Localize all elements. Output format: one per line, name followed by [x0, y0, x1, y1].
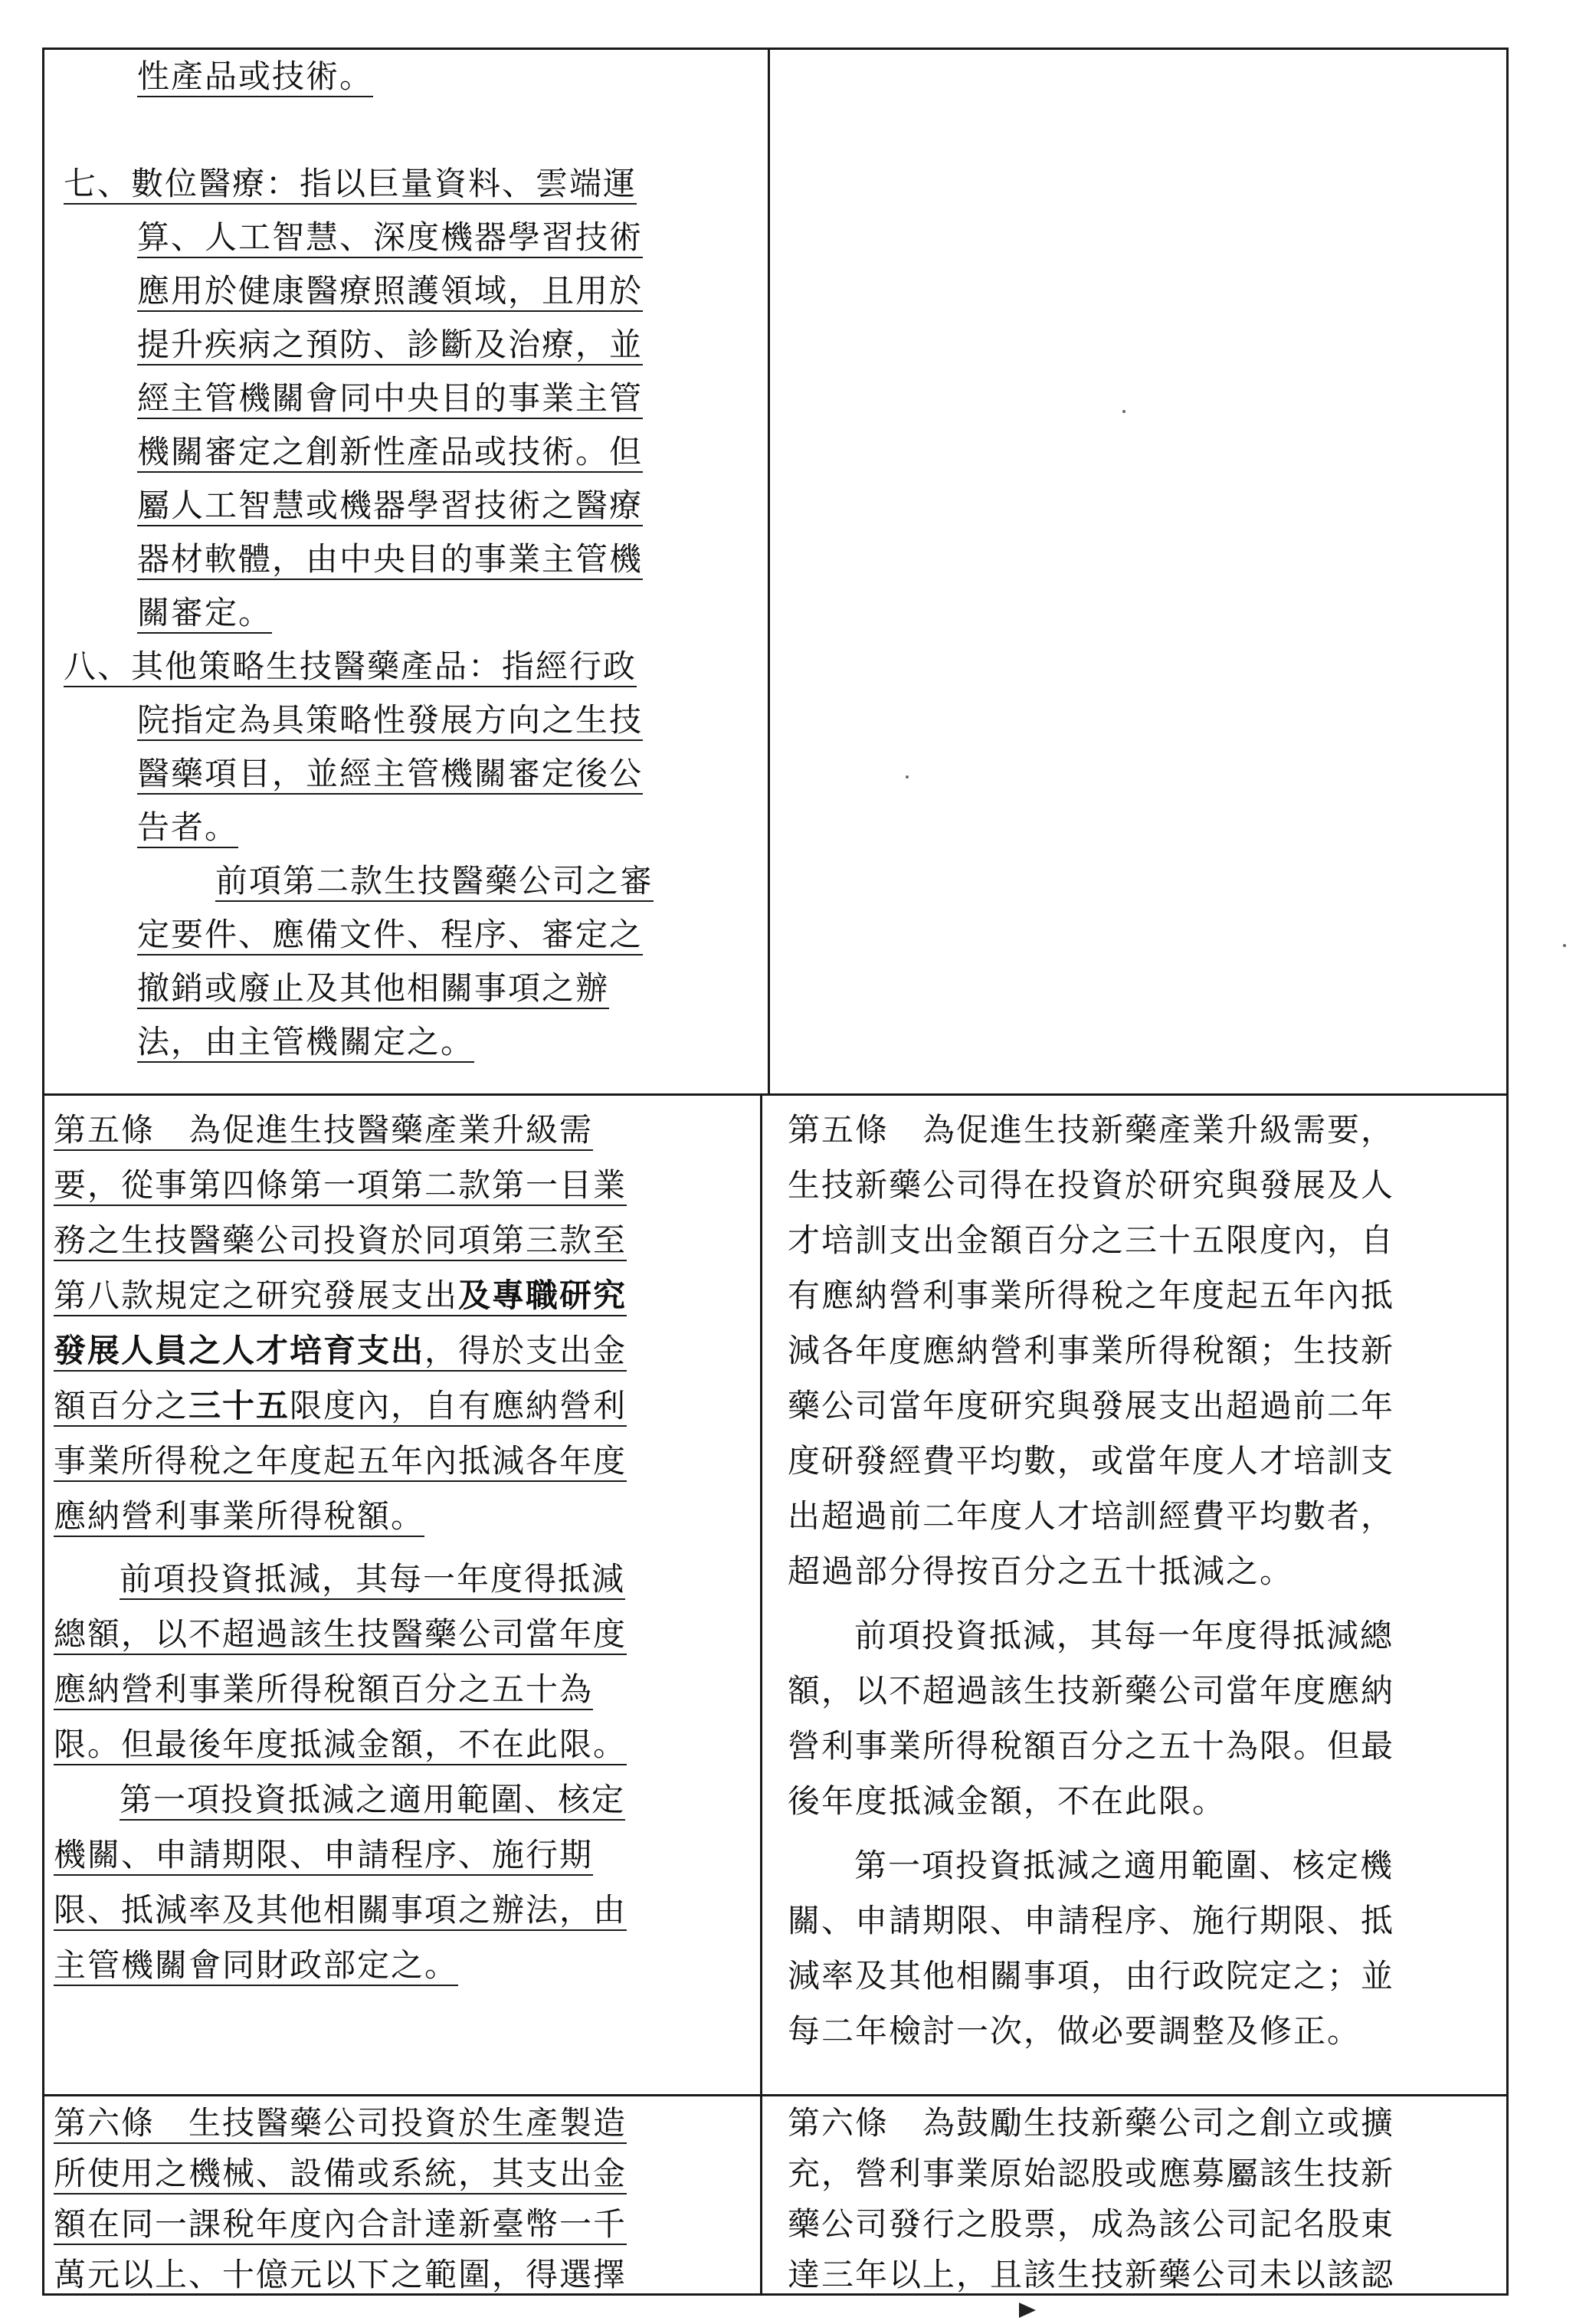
text-line: 事業所得稅之年度起五年內抵減各年度 [44, 1434, 760, 1488]
text-line: 機關、申請期限、申請程序、施行期 [44, 1828, 760, 1882]
left-article-6 [44, 2096, 760, 2293]
text-line: 要，從事第四條第一項第二款第一目業 [44, 1159, 760, 1212]
text-line: 經主管機關會同中央目的事業主管 [44, 372, 768, 425]
text-line: 每二年檢討一次，做必要調整及修正。 [788, 2012, 1361, 2050]
scan-mark [1019, 2303, 1036, 2318]
text-line: 發展人員之人才培育支出，得於支出金 [44, 1324, 760, 1378]
text-line: 前項投資抵減，其每一年度得抵減總 [854, 1617, 1394, 1654]
text-line: 應納營利事業所得稅額。 [44, 1490, 760, 1543]
text-line: 器材軟體，由中央目的事業主管機 [44, 533, 768, 586]
text-line: 限、抵減率及其他相關事項之辦法，由 [44, 1883, 760, 1937]
text-line: 度研發經費平均數，或當年度人才培訓支 [788, 1442, 1395, 1480]
left-top-cell [44, 50, 768, 1093]
text-line: 所使用之機械、設備或系統，其支出金 [44, 2147, 760, 2201]
text-line: 八、其他策略生技醫藥產品：指經行政 [44, 640, 768, 693]
text-line: 告者。 [44, 801, 768, 854]
text-line: 應納營利事業所得稅額百分之五十為 [44, 1663, 760, 1716]
text-line: 超過部分得按百分之五十抵減之。 [788, 1552, 1294, 1590]
text-line: 七、數位醫療：指以巨量資料、雲端運 [44, 157, 768, 211]
text-line: 主管機關會同財政部定之。 [44, 1939, 760, 1992]
text-line: 額百分之三十五限度內，自有應納營利 [44, 1379, 760, 1433]
text-line: 減率及其他相關事項，由行政院定之；並 [788, 1957, 1395, 1995]
text-line: 務之生技醫藥公司投資於同項第三款至 [44, 1214, 760, 1267]
text-line: 有應納營利事業所得稅之年度起五年內抵 [788, 1277, 1395, 1314]
text-line: 減各年度應納營利事業所得稅額；生技新 [788, 1332, 1395, 1369]
text-line: 前項投資抵減，其每一年度得抵減 [44, 1552, 760, 1606]
text-line: 額在同一課稅年度內合計達新臺幣一千 [44, 2198, 760, 2251]
text-line: 撤銷或廢止及其他相關事項之辦 [44, 962, 768, 1015]
text-line: 算、人工智慧、深度機器學習技術 [44, 211, 768, 264]
text-line: 萬元以上、十億元以下之範圍，得選擇 [44, 2248, 760, 2293]
text-line: 應用於健康醫療照護領域，且用於 [44, 264, 768, 318]
text-line: 限。但最後年度抵減金額，不在此限。 [44, 1718, 760, 1772]
text-line: 第一項投資抵減之適用範圍、核定機 [854, 1847, 1394, 1884]
text-line: 出超過前二年度人才培訓經費平均數者， [788, 1497, 1395, 1535]
text-line: 關、申請期限、申請程序、施行期限、抵 [788, 1902, 1395, 1939]
text-line: 生技新藥公司得在投資於研究與發展及人 [788, 1166, 1395, 1204]
text-line: 法，由主管機關定之。 [44, 1015, 768, 1069]
text-line: 第五條 為促進生技醫藥產業升級需 [44, 1103, 760, 1157]
scan-speck [1563, 944, 1566, 947]
text-line: 藥公司當年度研究與發展支出超過前二年 [788, 1387, 1395, 1424]
text-line: 營利事業所得稅額百分之五十為限。但最 [788, 1727, 1395, 1765]
scan-speck [1122, 410, 1125, 413]
right-article-6 [762, 2096, 1506, 2293]
text-line: 後年度抵減金額，不在此限。 [788, 1782, 1227, 1820]
text-line: 提升疾病之預防、診斷及治療，並 [44, 318, 768, 372]
text-line: 充，營利事業原始認股或應募屬該生技新 [788, 2155, 1395, 2192]
scan-speck [906, 775, 909, 778]
text-line: 性產品或技術。 [44, 50, 768, 103]
text-line: 定要件、應備文件、程序、審定之 [44, 908, 768, 962]
text-line: 機關審定之創新性產品或技術。但 [44, 425, 768, 479]
left-article-5 [44, 1096, 760, 2094]
text-line: 額，以不超過該生技新藥公司當年度應納 [788, 1672, 1395, 1709]
text-line: 第八款規定之研究發展支出及專職研究 [44, 1269, 760, 1323]
text-line: 才培訓支出金額百分之三十五限度內，自 [788, 1221, 1395, 1259]
text-line: 總額，以不超過該生技醫藥公司當年度 [44, 1608, 760, 1661]
text-line: 第六條 為鼓勵生技新藥公司之創立或擴 [788, 2104, 1395, 2142]
right-top-cell [770, 50, 1506, 1093]
text-line: 院指定為具策略性發展方向之生技 [44, 693, 768, 747]
text-line: 第六條 生技醫藥公司投資於生產製造 [44, 2096, 760, 2150]
text-line: 藥公司發行之股票，成為該公司記名股東 [788, 2205, 1395, 2243]
text-line: 醫藥項目，並經主管機關審定後公 [44, 747, 768, 801]
text-line: 達三年以上，且該生技新藥公司未以該認 [788, 2256, 1395, 2293]
text-line: 第五條 為促進生技新藥產業升級需要， [788, 1111, 1395, 1149]
text-line: 關審定。 [44, 586, 768, 640]
text-line: 前項第二款生技醫藥公司之審 [44, 854, 768, 908]
text-line: 屬人工智慧或機器學習技術之醫療 [44, 479, 768, 533]
text-line: 第一項投資抵減之適用範圍、核定 [44, 1773, 760, 1827]
right-article-5 [762, 1096, 1506, 2094]
